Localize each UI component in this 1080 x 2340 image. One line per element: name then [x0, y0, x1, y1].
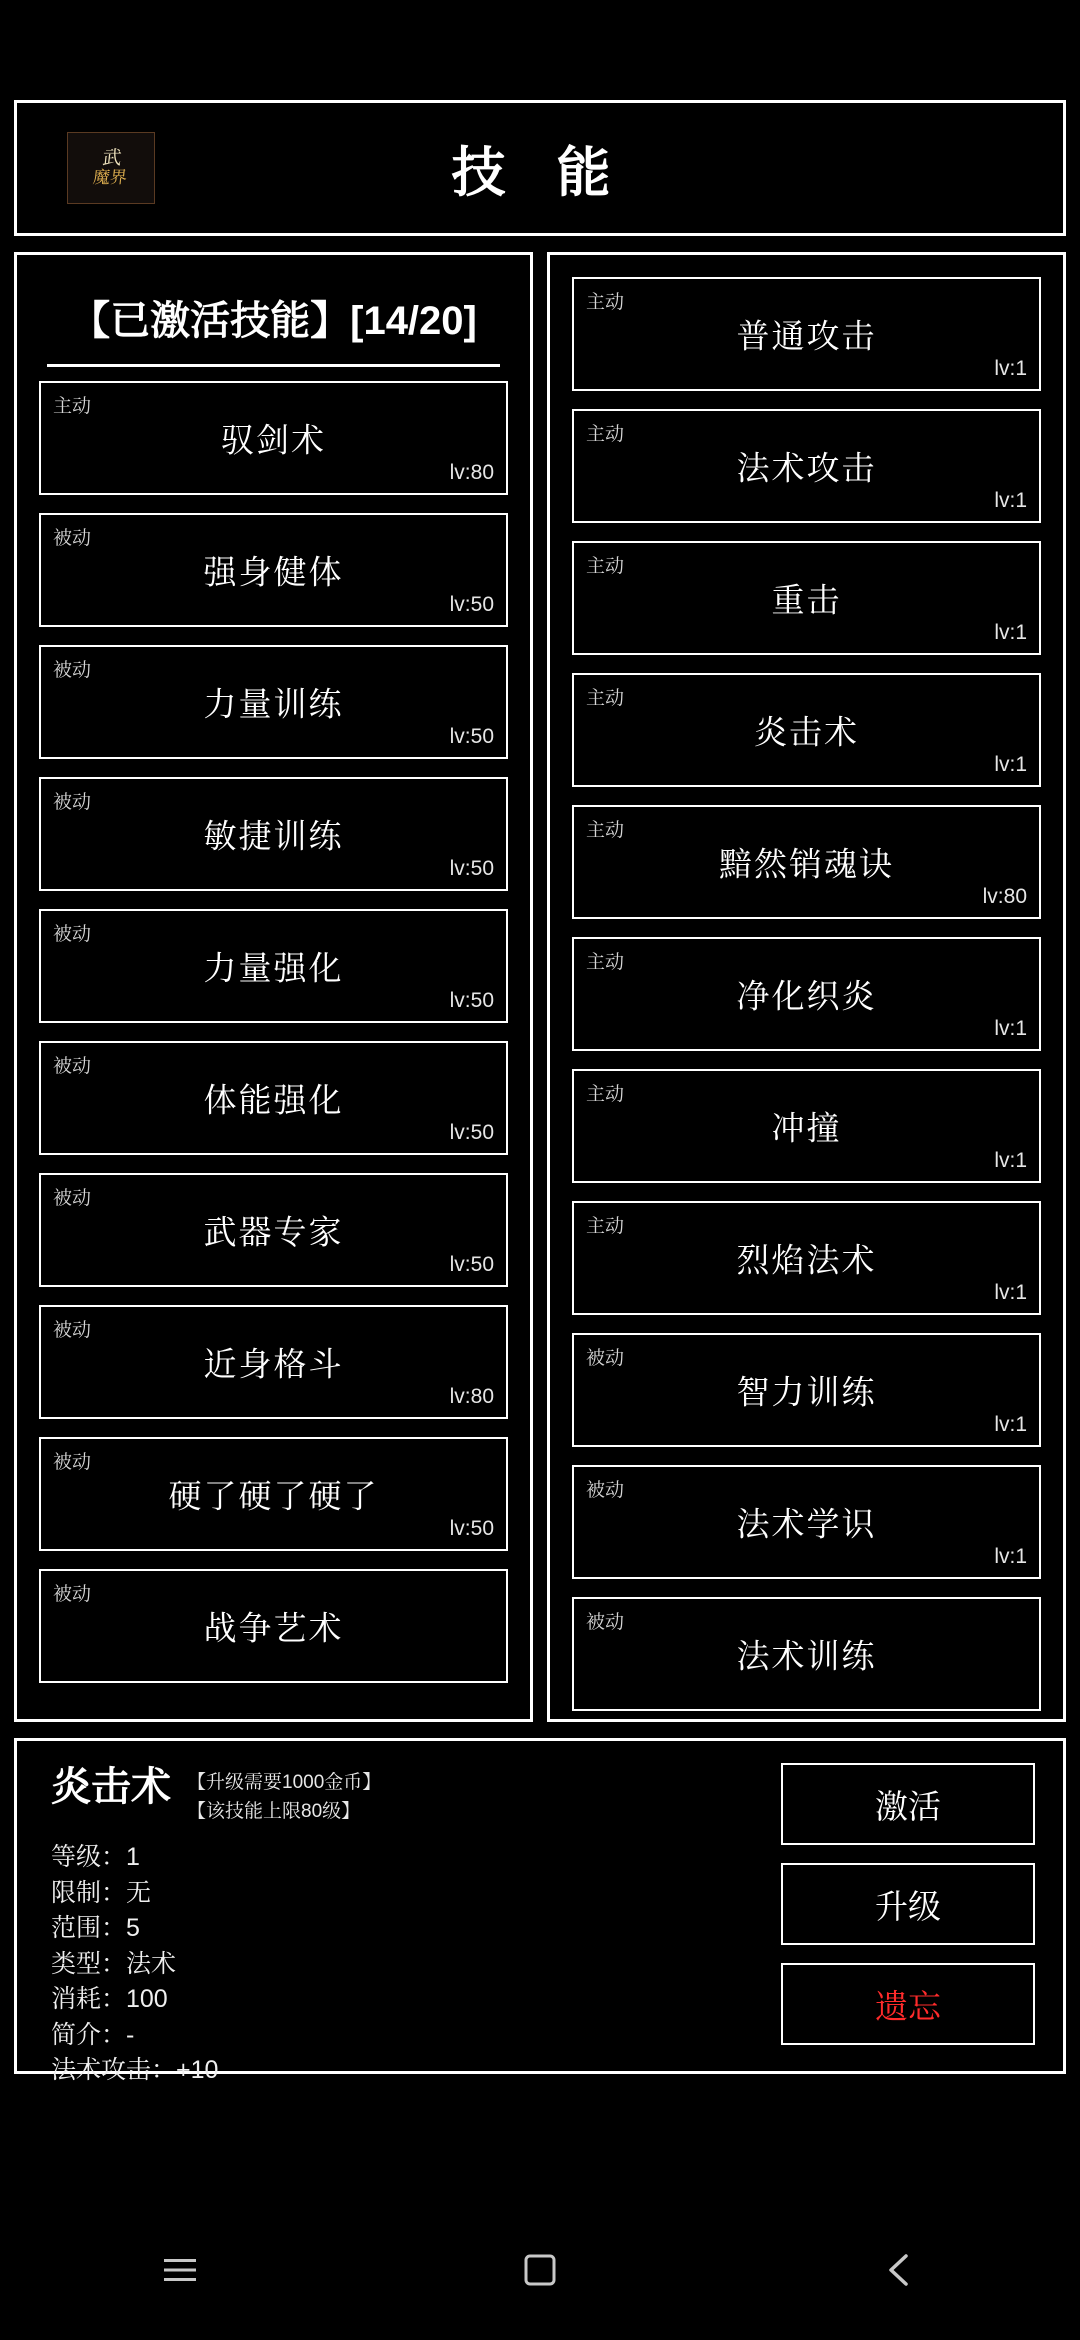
skill-level: lv:50 — [449, 725, 494, 748]
skill-level: lv:1 — [994, 489, 1027, 512]
stat-magic-attack: 法术攻击：+10 — [51, 2056, 219, 2084]
skill-action-buttons — [735, 1741, 1063, 2071]
skill-level: lv:80 — [449, 461, 494, 484]
upgrade-cost-note: 【升级需要1000金币】 — [187, 1772, 382, 1793]
skill-detail-name: 炎击术 — [51, 1765, 171, 1809]
skill-type: 主动 — [586, 952, 625, 973]
skill-level: lv:1 — [994, 357, 1027, 380]
title-bar — [14, 100, 1066, 236]
list-item[interactable] — [572, 1597, 1041, 1711]
stat-cost: 消耗：100 — [51, 1985, 168, 2013]
skill-type: 主动 — [586, 688, 625, 709]
skill-name: 体能强化 — [203, 1081, 344, 1119]
skill-name: 炎击术 — [754, 713, 859, 751]
list-item[interactable] — [572, 409, 1041, 523]
list-item[interactable] — [39, 381, 508, 495]
skill-level: lv:1 — [994, 1149, 1027, 1172]
activated-skill-list[interactable] — [17, 381, 530, 1683]
header-divider — [47, 364, 500, 367]
skill-level: lv:50 — [449, 593, 494, 616]
stat-description: 简介：- — [51, 2020, 135, 2049]
skill-name: 法术攻击 — [736, 449, 877, 487]
skill-level: lv:80 — [982, 885, 1027, 908]
list-item[interactable] — [39, 1305, 508, 1419]
skill-name: 冲撞 — [771, 1109, 842, 1147]
skill-type: 被动 — [53, 924, 92, 945]
logo-char-left: 魔 — [91, 168, 111, 188]
activated-skill-header: 【已激活技能】[14/20] — [70, 299, 477, 343]
skill-name: 武器专家 — [203, 1213, 344, 1251]
skill-name: 普通攻击 — [736, 317, 877, 355]
skill-name: 战争艺术 — [203, 1609, 344, 1647]
game-logo — [67, 132, 155, 204]
logo-char-top: 武 — [101, 148, 123, 170]
skill-name: 重击 — [771, 581, 842, 619]
forget-button[interactable]: 遗忘 — [781, 1963, 1035, 2045]
skill-type: 主动 — [586, 424, 625, 445]
skill-type: 主动 — [53, 396, 92, 417]
skill-level: lv:1 — [994, 1413, 1027, 1436]
skill-detail-panel — [14, 1738, 1066, 2084]
skill-name: 法术训练 — [736, 1637, 877, 1675]
level-cap-note: 【该技能上限80级】 — [187, 1800, 361, 1822]
skill-detail-title-row — [51, 1767, 735, 1826]
list-item[interactable] — [39, 909, 508, 1023]
available-skill-panel[interactable] — [547, 252, 1066, 1722]
skill-level: lv:1 — [994, 1017, 1027, 1040]
skill-type: 主动 — [586, 1216, 625, 1237]
skill-level: lv:1 — [994, 1281, 1027, 1304]
activate-button[interactable]: 激活 — [781, 1763, 1035, 1845]
list-item[interactable] — [572, 1333, 1041, 1447]
skill-type: 被动 — [586, 1348, 625, 1369]
skill-type: 被动 — [53, 1584, 92, 1605]
activated-skill-panel[interactable] — [14, 252, 533, 1722]
list-item[interactable] — [572, 673, 1041, 787]
list-item[interactable] — [39, 1437, 508, 1551]
menu-icon[interactable] — [120, 2256, 240, 2284]
stat-type: 类型：法术 — [51, 1949, 177, 1978]
stat-restriction: 限制：无 — [51, 1878, 152, 1907]
skill-level: lv:50 — [449, 857, 494, 880]
skill-level: lv:50 — [449, 1253, 494, 1276]
list-item[interactable] — [39, 1173, 508, 1287]
skill-type: 被动 — [53, 660, 92, 681]
stat-level: 等级：1 — [51, 1843, 140, 1871]
home-icon[interactable] — [480, 2253, 600, 2287]
skill-name: 黯然销魂诀 — [719, 845, 894, 883]
upgrade-button[interactable]: 升级 — [781, 1863, 1035, 1945]
skill-name: 近身格斗 — [203, 1345, 344, 1383]
skill-type: 被动 — [53, 792, 92, 813]
skill-name: 敏捷训练 — [203, 817, 344, 855]
skill-type: 主动 — [586, 556, 625, 577]
skill-level: lv:80 — [449, 1385, 494, 1408]
page-title: 技 能 — [451, 142, 629, 203]
skill-name: 智力训练 — [736, 1373, 877, 1411]
skill-type: 被动 — [53, 1188, 92, 1209]
skill-name: 烈焰法术 — [736, 1241, 877, 1279]
skill-name: 驭剑术 — [221, 421, 326, 459]
available-skill-list[interactable] — [550, 255, 1063, 1711]
list-item[interactable] — [39, 1569, 508, 1683]
list-item[interactable] — [572, 1069, 1041, 1183]
skill-detail-notes — [187, 1767, 381, 1826]
list-item[interactable] — [572, 1201, 1041, 1315]
list-item[interactable] — [572, 937, 1041, 1051]
list-item[interactable] — [572, 541, 1041, 655]
logo-char-right: 界 — [108, 168, 128, 188]
skill-name: 净化织炎 — [736, 977, 877, 1015]
skill-type: 被动 — [53, 1452, 92, 1473]
game-logo-text — [92, 149, 130, 187]
skill-detail-info — [17, 1741, 735, 2084]
skill-columns — [14, 252, 1066, 1722]
stat-range: 范围：5 — [51, 1914, 140, 1942]
list-item[interactable] — [39, 513, 508, 627]
list-item[interactable] — [572, 1465, 1041, 1579]
skill-level: lv:1 — [994, 1545, 1027, 1568]
skill-detail-stats — [51, 1840, 735, 2089]
skill-type: 主动 — [586, 1084, 625, 1105]
skill-level: lv:50 — [449, 1517, 494, 1540]
skill-level: lv:50 — [449, 989, 494, 1012]
skill-name: 力量强化 — [203, 949, 344, 987]
skill-level: lv:50 — [449, 1121, 494, 1144]
back-icon[interactable] — [840, 2252, 960, 2288]
android-navigation-bar — [0, 2200, 1080, 2340]
skill-level: lv:1 — [994, 621, 1027, 644]
list-item[interactable] — [39, 777, 508, 891]
skill-level: lv:1 — [994, 753, 1027, 776]
skill-type: 被动 — [586, 1612, 625, 1633]
skill-type: 被动 — [53, 528, 92, 549]
skill-name: 力量训练 — [203, 685, 344, 723]
skill-name: 强身健体 — [203, 553, 344, 591]
skill-type: 主动 — [586, 292, 625, 313]
list-item[interactable] — [39, 645, 508, 759]
skill-name: 硬了硬了硬了 — [168, 1477, 379, 1515]
list-item[interactable] — [572, 805, 1041, 919]
skill-type: 被动 — [53, 1320, 92, 1341]
skill-type: 被动 — [586, 1480, 625, 1501]
skill-type: 主动 — [586, 820, 625, 841]
skill-name: 法术学识 — [736, 1505, 877, 1543]
list-item[interactable] — [39, 1041, 508, 1155]
list-item[interactable] — [572, 277, 1041, 391]
skill-type: 被动 — [53, 1056, 92, 1077]
